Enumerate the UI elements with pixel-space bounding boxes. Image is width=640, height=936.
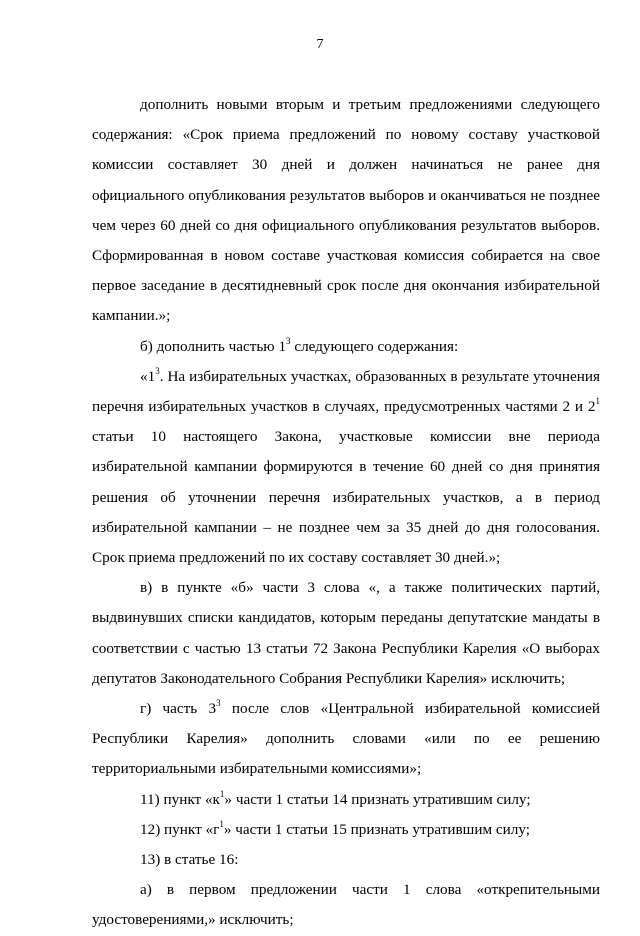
text-run: 11) пункт «к [140, 790, 220, 808]
text-run: а) в первом предложении части 1 слова «открепительными удостоверениями,» исключить; [92, 881, 600, 929]
text-run: » части 1 статьи 15 признать утратившим силу; [223, 820, 530, 838]
text-run: » части 1 статьи 14 признать утратившим силу; [224, 790, 531, 808]
superscript-index: 3 [155, 365, 160, 376]
paragraph-item-12 [92, 815, 600, 845]
paragraph-part-1-3-text [92, 362, 600, 573]
text-run: . На избирательных участках, образованных в результате уточнения перечня избирательных участков в случаях, предусмотренных частями 2 и 2 [92, 367, 600, 416]
page-number: 7 [316, 37, 324, 52]
paragraph-subpoint-a [92, 875, 600, 935]
superscript-index: 1 [219, 818, 224, 829]
paragraph-subpoint-g [92, 694, 600, 785]
text-run: 13) в статье 16: [140, 851, 239, 869]
superscript-index: 1 [595, 395, 600, 406]
text-run: 12) пункт «г [140, 820, 220, 838]
paragraph-item-13 [92, 845, 600, 875]
paragraph-subpoint-v [92, 573, 600, 694]
text-run: в) в пункте «б» части 3 слова «, а также политических партий, выдвинувших списки кандидатов, которым переданы депутатские мандаты в соответствии с частью 13 статьи 72 Закона Республики Карелия «О выборах депутатов Законодательного Собрания Республики Карелия» исключить; [92, 579, 600, 687]
superscript-index: 1 [219, 788, 225, 799]
text-run: статьи 10 настоящего Закона, участковые комиссии вне периода избирательной кампании формируются в течение 60 дней со дня принятия решения об уточнении перечня избирательных участков, а в период избирательной кампании – не позднее чем за 35 дней до дня голосования. Срок приема предложений по их составу составляет 30 дней.»; [92, 428, 600, 567]
paragraph-subpoint-b [92, 332, 600, 362]
text-run: б) дополнить частью 1 [140, 337, 287, 355]
text-run: дополнить новыми вторым и третьим предложениями следующего содержания: «Срок приема предложений по новому составу участковой комиссии составляет 30 дней и должен начинаться не ранее дня официального опубликования результатов выборов и оканчиваться не позднее чем через 60 дней со дня официального опубликования результатов выборов. Сформированная в новом составе участковая комиссия собирается на свое первое заседание в десятидневный срок после дня окончания избирательной кампании.»; [92, 96, 600, 325]
paragraph-new-sentences [92, 90, 600, 332]
text-run: «1 [140, 367, 156, 385]
text-run: после слов «Центральной избирательной комиссией Республики Карелия» дополнить словами «или по ее решению территориальными избирательными комиссиями»; [92, 700, 600, 778]
paragraph-item-11 [92, 785, 600, 815]
document-body [92, 90, 600, 936]
superscript-index: 3 [216, 698, 221, 708]
superscript-index: 3 [286, 335, 291, 346]
text-run: г) часть 3 [140, 700, 217, 718]
text-run: следующего содержания: [290, 337, 459, 355]
